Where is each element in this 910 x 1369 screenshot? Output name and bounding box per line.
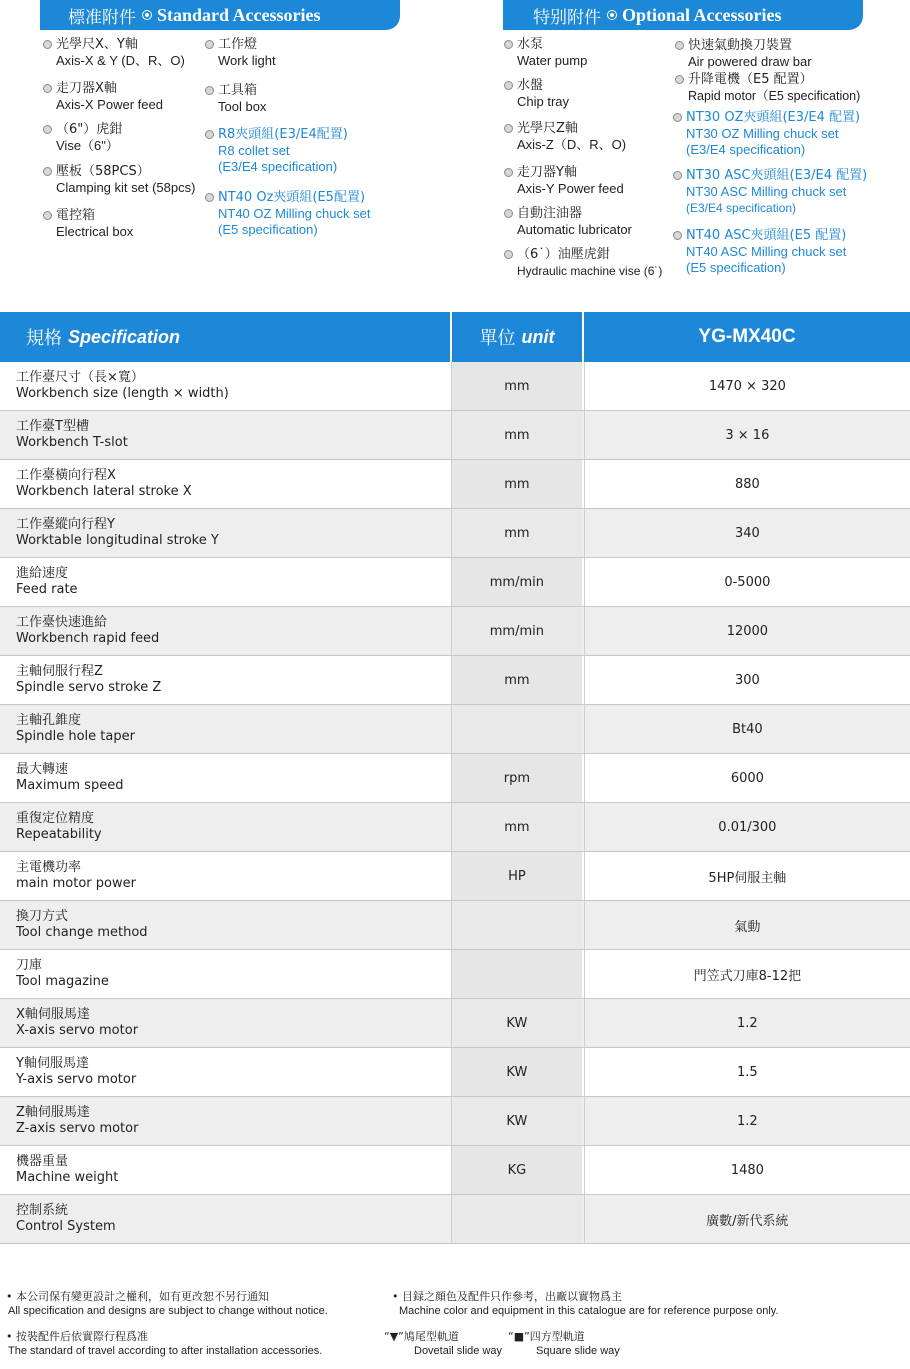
spec-unit: mm/min [451, 607, 582, 655]
spec-name-cn: 主軸孔錐度 [16, 713, 82, 728]
table-row [0, 558, 910, 607]
spec-name [0, 754, 449, 802]
spec-value: 1.5 [584, 1048, 910, 1096]
spec-name [0, 411, 449, 459]
spec-value: 0.01/300 [584, 803, 910, 851]
standard-title-en: Standard Accessories [157, 4, 321, 25]
spec-name-en: Y-axis servo motor [16, 1072, 137, 1087]
spec-name-cn: 控制系統 [16, 1203, 69, 1218]
table-row [0, 950, 910, 999]
spec-name [0, 852, 449, 900]
accessory-cn: （6"）虎鉗 [56, 122, 123, 137]
accessory-en-note: (E3/E4 specification) [218, 159, 338, 174]
accessory-en: Axis-Z（D、R、O) [517, 137, 627, 152]
accessory-en-note: (E3/E4 specification) [686, 201, 797, 215]
spec-value: 12000 [584, 607, 910, 655]
accessory-item [517, 121, 626, 153]
optional-accessories-tab [503, 0, 863, 30]
header-specification [0, 312, 450, 362]
spec-name [0, 509, 449, 557]
spec-unit [451, 705, 582, 753]
spec-value: 1.2 [584, 999, 910, 1047]
accessory-cn: 電控箱 [56, 208, 96, 223]
bullet-icon [504, 209, 513, 218]
accessory-cn: 水盤 [517, 78, 544, 93]
table-row [0, 656, 910, 705]
spec-name-en: Control System [16, 1219, 116, 1234]
bullet-icon [673, 113, 682, 122]
optional-title-en: Optional Accessories [622, 4, 782, 25]
note-cn: • 本公司保有變更設計之權利，如有更改恕不另行通知 [6, 1290, 269, 1303]
spec-name-en: Repeatability [16, 827, 102, 842]
accessory-item [218, 190, 370, 238]
circle-bullet-icon [607, 10, 617, 20]
accessory-item [686, 228, 846, 276]
spec-value: 5HP伺服主軸 [584, 852, 910, 900]
accessory-cn: 自動注油器 [517, 206, 583, 221]
accessory-cn: 走刀器X軸 [56, 81, 117, 96]
accessory-item [517, 247, 662, 279]
bullet-icon [43, 125, 52, 134]
spec-unit: KW [451, 999, 582, 1047]
accessory-item [218, 127, 348, 175]
spec-value: 1480 [584, 1146, 910, 1194]
table-row [0, 999, 910, 1048]
bullet-icon [673, 231, 682, 240]
accessory-en: Clamping kit set (58pcs) [56, 180, 196, 195]
accessory-item [218, 37, 276, 69]
spec-unit: mm [451, 460, 582, 508]
header-unit-en: unit [521, 326, 555, 347]
table-row [0, 460, 910, 509]
standard-accessories-tab [40, 0, 400, 30]
accessory-en: Work light [218, 53, 276, 68]
bullet-icon [205, 40, 214, 49]
header-unit-cn: 單位 [479, 328, 516, 349]
spec-name-en: Workbench rapid feed [16, 631, 160, 646]
header-unit [452, 312, 582, 362]
accessory-cn: NT40 ASC夾頭組(E5 配置) [686, 228, 847, 243]
accessory-en: Axis-Y Power feed [517, 181, 624, 196]
spec-name [0, 607, 449, 655]
spec-name-en: Feed rate [16, 582, 78, 597]
spec-name-cn: 最大轉速 [16, 762, 69, 777]
accessory-item [686, 168, 867, 216]
note-cn: • 目録之顔色及配件只作參考，出廠以實物爲主 [392, 1290, 622, 1303]
accessory-item [517, 206, 632, 238]
standard-title-cn: 標准附件 [68, 7, 136, 28]
accessory-cn: 光學尺X、Y軸 [56, 37, 138, 52]
table-row [0, 1097, 910, 1146]
bullet-icon [43, 84, 52, 93]
spec-name [0, 558, 449, 606]
accessory-en: NT40 OZ Milling chuck set [218, 206, 371, 221]
bullet-icon [675, 41, 684, 50]
accessory-cn: 快速氣動換刀裝置 [688, 38, 793, 53]
accessory-en: Hydraulic machine vise (6˙) [517, 264, 663, 278]
spec-name-cn: 換刀方式 [16, 909, 69, 924]
table-row [0, 1195, 910, 1244]
legend-dovetail-cn: “▼”鳩尾型軌道 [384, 1330, 459, 1343]
note-travel-standard [6, 1330, 322, 1358]
accessory-cn: 壓板（58PCS） [56, 164, 150, 179]
table-header [0, 312, 910, 362]
table-row [0, 411, 910, 460]
table-row [0, 1048, 910, 1097]
spec-name-en: Workbench lateral stroke X [16, 484, 192, 499]
spec-unit [451, 950, 582, 998]
legend-dovetail-en: Dovetail slide way [414, 1345, 503, 1357]
accessory-en-note: (E5 specification) [218, 222, 318, 237]
spec-name-en: Tool change method [16, 925, 148, 940]
spec-name [0, 656, 449, 704]
spec-unit: mm [451, 803, 582, 851]
spec-name-cn: 主電機功率 [16, 860, 82, 875]
optional-title-cn: 特别附件 [533, 7, 601, 28]
bullet-icon [504, 81, 513, 90]
note-color-reference [392, 1290, 779, 1318]
spec-value: Bt40 [584, 705, 910, 753]
spec-name [0, 999, 449, 1047]
legend-square-en: Square slide way [536, 1345, 620, 1357]
spec-name-cn: 機器重量 [16, 1154, 69, 1169]
spec-name-en: Maximum speed [16, 778, 124, 793]
spec-unit: KW [451, 1097, 582, 1145]
bullet-icon [205, 86, 214, 95]
spec-value: 門笠式刀庫8-12把 [584, 950, 910, 998]
spec-name-cn: Z軸伺服馬達 [16, 1105, 90, 1120]
note-change-notice [6, 1290, 328, 1318]
accessory-item [688, 38, 812, 70]
spec-name [0, 1195, 449, 1243]
accessory-en: Rapid motor（E5 specification) [688, 89, 861, 103]
legend-square-cn: “■”四方型軌道 [508, 1330, 585, 1343]
accessory-cn: 光學尺Z軸 [517, 121, 578, 136]
table-row [0, 754, 910, 803]
bullet-icon [504, 40, 513, 49]
spec-unit: mm [451, 656, 582, 704]
bullet-icon [43, 167, 52, 176]
legend-square [508, 1330, 620, 1358]
spec-name-cn: 重復定位精度 [16, 811, 95, 826]
accessory-en: Vise（6"） [56, 138, 119, 153]
spec-name [0, 803, 449, 851]
table-row [0, 852, 910, 901]
specification-table [0, 312, 910, 1244]
bullet-icon [504, 124, 513, 133]
spec-value: 氣動 [584, 901, 910, 949]
accessory-cn: 水泵 [517, 37, 544, 52]
spec-name-cn: 工作臺T型槽 [16, 419, 89, 434]
table-row [0, 509, 910, 558]
spec-value: 6000 [584, 754, 910, 802]
spec-unit: HP [451, 852, 582, 900]
note-en: Machine color and equipment in this catalogue are for reference purpose only. [399, 1305, 779, 1317]
spec-unit [451, 1195, 582, 1243]
table-body [0, 362, 910, 1244]
spec-name [0, 362, 449, 410]
spec-name-en: Worktable longitudinal stroke Y [16, 533, 219, 548]
spec-name-cn: Y軸伺服馬達 [16, 1056, 89, 1071]
accessory-cn: NT40 Oz夾頭組(E5配置) [218, 190, 366, 205]
accessory-item [517, 165, 624, 197]
accessory-en: Water pump [517, 53, 588, 68]
spec-unit [451, 901, 582, 949]
spec-unit: KG [451, 1146, 582, 1194]
spec-name-en: Z-axis servo motor [16, 1121, 139, 1136]
spec-name-en: Machine weight [16, 1170, 119, 1185]
accessory-cn: 走刀器Y軸 [517, 165, 577, 180]
accessory-cn: R8夾頭組(E3/E4配置) [218, 127, 348, 142]
note-en: All specification and designs are subject to change without notice. [8, 1305, 328, 1317]
spec-value: 0-5000 [584, 558, 910, 606]
spec-value: 廣數/新代系統 [584, 1195, 910, 1243]
note-en: The standard of travel according to after installation accessories. [8, 1345, 323, 1357]
accessory-item [688, 72, 860, 104]
spec-unit: mm [451, 362, 582, 410]
bullet-icon [43, 40, 52, 49]
spec-name-en: Workbench T-slot [16, 435, 128, 450]
accessory-item [56, 164, 195, 196]
accessory-cn: （6˙）油壓虎鉗 [517, 247, 610, 262]
table-row [0, 901, 910, 950]
legend-dovetail [384, 1330, 502, 1358]
spec-name-en: X-axis servo motor [16, 1023, 139, 1038]
accessory-en: Electrical box [56, 224, 134, 239]
table-row [0, 1146, 910, 1195]
accessory-en: NT30 ASC Milling chuck set [686, 184, 847, 199]
spec-unit: rpm [451, 754, 582, 802]
accessory-en: NT40 ASC Milling chuck set [686, 244, 847, 259]
bullet-icon [504, 250, 513, 259]
accessory-item [517, 78, 569, 110]
spec-value: 1470 × 320 [584, 362, 910, 410]
header-spec-en: Specification [68, 326, 181, 347]
spec-name-en: Spindle hole taper [16, 729, 135, 744]
accessory-en-note: (E5 specification) [686, 260, 786, 275]
spec-name-cn: X軸伺服馬達 [16, 1007, 90, 1022]
spec-name-cn: 進給速度 [16, 566, 69, 581]
spec-value: 3 × 16 [584, 411, 910, 459]
spec-name [0, 901, 449, 949]
header-spec-cn: 規格 [26, 328, 62, 349]
note-cn: • 按裝配件后依實際行程爲准 [6, 1330, 148, 1343]
spec-name-en: Workbench size (length × width) [16, 386, 229, 401]
bullet-icon [205, 130, 214, 139]
bullet-icon [205, 193, 214, 202]
accessory-en: Automatic lubricator [517, 222, 632, 237]
spec-value: 300 [584, 656, 910, 704]
accessory-en: R8 collet set [218, 143, 290, 158]
accessory-item [56, 122, 122, 154]
accessory-item [218, 83, 266, 115]
accessory-en: Axis-X Power feed [56, 97, 163, 112]
spec-unit: mm [451, 411, 582, 459]
spec-name [0, 950, 449, 998]
accessory-en: Air powered draw bar [688, 54, 812, 69]
accessory-en-note: (E3/E4 specification) [686, 142, 806, 157]
accessory-cn: 工具箱 [218, 83, 258, 98]
spec-value: 1.2 [584, 1097, 910, 1145]
bullet-icon [43, 211, 52, 220]
spec-name [0, 1146, 449, 1194]
spec-name-cn: 工作臺快速進給 [16, 615, 108, 630]
spec-name [0, 1097, 449, 1145]
accessory-item [56, 81, 163, 113]
accessory-item [686, 110, 860, 158]
accessory-cn: NT30 ASC夾頭組(E3/E4 配置) [686, 168, 868, 183]
bullet-icon [675, 75, 684, 84]
table-row [0, 362, 910, 411]
bullet-icon [504, 168, 513, 177]
spec-unit: KW [451, 1048, 582, 1096]
bullet-icon [673, 171, 682, 180]
spec-name-en: main motor power [16, 876, 136, 891]
accessory-cn: NT30 OZ夾頭組(E3/E4 配置) [686, 110, 861, 125]
spec-value: 880 [584, 460, 910, 508]
header-model: YG-MX40C [584, 312, 910, 362]
accessory-cn: 升降電機（E5 配置） [688, 72, 813, 87]
spec-name-cn: 主軸伺服行程Z [16, 664, 103, 679]
table-row [0, 607, 910, 656]
spec-unit: mm [451, 509, 582, 557]
accessory-en: Axis-X & Y (D、R、O) [56, 53, 185, 68]
table-row [0, 705, 910, 754]
table-row [0, 803, 910, 852]
spec-unit: mm/min [451, 558, 582, 606]
accessory-cn: 工作燈 [218, 37, 258, 52]
spec-name-cn: 刀庫 [16, 958, 43, 973]
accessory-en: Tool box [218, 99, 267, 114]
spec-name-cn: 工作臺橫向行程X [16, 468, 116, 483]
spec-name-cn: 工作臺尺寸（長×寬） [16, 370, 144, 385]
accessory-en: Chip tray [517, 94, 570, 109]
accessory-item [56, 37, 185, 69]
accessory-en: NT30 OZ Milling chuck set [686, 126, 839, 141]
spec-value: 340 [584, 509, 910, 557]
spec-name-cn: 工作臺縱向行程Y [16, 517, 115, 532]
accessory-item [56, 208, 133, 240]
spec-name-en: Tool magazine [16, 974, 109, 989]
accessory-item [517, 37, 587, 69]
spec-name [0, 460, 449, 508]
spec-name-en: Spindle servo stroke Z [16, 680, 162, 695]
circle-bullet-icon [142, 10, 152, 20]
spec-name [0, 1048, 449, 1096]
spec-name [0, 705, 449, 753]
